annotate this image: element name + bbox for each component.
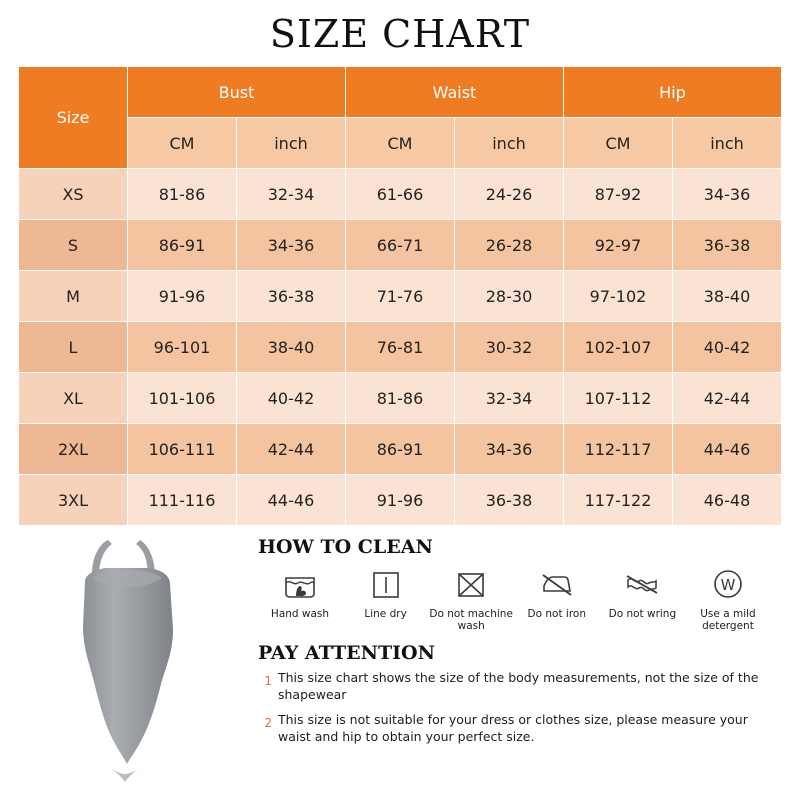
note-number: 1 — [264, 674, 272, 689]
cell-hip-inch: 44-46 — [673, 424, 782, 475]
care-item — [515, 564, 599, 620]
cell-hip-cm: 87-92 — [564, 169, 673, 220]
row-size-label: 2XL — [19, 424, 128, 475]
cell-bust-inch: 36-38 — [237, 271, 346, 322]
cell-bust-inch: 38-40 — [237, 322, 346, 373]
cell-hip-inch: 40-42 — [673, 322, 782, 373]
attention-note — [258, 670, 763, 704]
care-item — [429, 564, 513, 632]
page-title: SIZE CHART — [269, 12, 531, 56]
size-chart-table — [18, 66, 782, 526]
cell-bust-cm: 111-116 — [128, 475, 237, 526]
cell-bust-inch: 44-46 — [237, 475, 346, 526]
cell-hip-inch: 38-40 — [673, 271, 782, 322]
cell-waist-cm: 81-86 — [346, 373, 455, 424]
cell-bust-cm: 101-106 — [128, 373, 237, 424]
cell-waist-inch: 24-26 — [455, 169, 564, 220]
care-item — [686, 564, 770, 632]
care-label: Do not machine wash — [429, 608, 513, 633]
table-row — [19, 424, 782, 475]
row-size-label: XL — [19, 373, 128, 424]
table-row — [19, 220, 782, 271]
table-row — [19, 322, 782, 373]
row-size-label: 3XL — [19, 475, 128, 526]
no-iron-icon — [537, 564, 577, 604]
cell-waist-cm: 86-91 — [346, 424, 455, 475]
cell-waist-cm: 71-76 — [346, 271, 455, 322]
cell-waist-cm: 91-96 — [346, 475, 455, 526]
header-size: Size — [19, 67, 128, 169]
cell-waist-inch: 28-30 — [455, 271, 564, 322]
cell-waist-inch: 30-32 — [455, 322, 564, 373]
table-header-unit-row — [19, 118, 782, 169]
care-label: Hand wash — [270, 608, 330, 620]
row-size-label: L — [19, 322, 128, 373]
care-label: Use a mild detergent — [700, 608, 756, 633]
cell-waist-inch: 26-28 — [455, 220, 564, 271]
table-row — [19, 475, 782, 526]
cell-bust-cm: 81-86 — [128, 169, 237, 220]
care-label: Line dry — [364, 608, 407, 620]
care-icon-row — [258, 564, 770, 632]
row-size-label: S — [19, 220, 128, 271]
cell-waist-cm: 66-71 — [346, 220, 455, 271]
cell-hip-cm: 107-112 — [564, 373, 673, 424]
product-image — [30, 534, 230, 784]
header-unit-hip-inch: inch — [673, 118, 782, 169]
care-and-notes — [258, 534, 778, 754]
cell-bust-cm: 106-111 — [128, 424, 237, 475]
header-group-hip: Hip — [564, 67, 782, 118]
lower-section — [0, 534, 800, 784]
table-row — [19, 373, 782, 424]
cell-bust-cm: 96-101 — [128, 322, 237, 373]
cell-bust-inch: 32-34 — [237, 169, 346, 220]
cell-waist-inch: 32-34 — [455, 373, 564, 424]
row-size-label: M — [19, 271, 128, 322]
size-chart-page — [0, 12, 800, 812]
header-group-waist: Waist — [346, 67, 564, 118]
cell-hip-cm: 112-117 — [564, 424, 673, 475]
svg-text:W: W — [720, 576, 736, 594]
header-unit-bust-cm: CM — [128, 118, 237, 169]
cell-waist-cm: 76-81 — [346, 322, 455, 373]
care-item — [258, 564, 342, 620]
no-machine-wash-icon — [451, 564, 491, 604]
cell-waist-inch: 36-38 — [455, 475, 564, 526]
cell-hip-cm: 92-97 — [564, 220, 673, 271]
care-label: Do not wring — [608, 608, 677, 620]
line-dry-icon — [366, 564, 406, 604]
care-label: Do not iron — [527, 608, 587, 620]
cell-hip-cm: 97-102 — [564, 271, 673, 322]
care-item — [344, 564, 428, 620]
cell-bust-inch: 34-36 — [237, 220, 346, 271]
table-header-group-row — [19, 67, 782, 118]
cell-hip-inch: 46-48 — [673, 475, 782, 526]
header-group-bust: Bust — [128, 67, 346, 118]
care-item — [600, 564, 684, 620]
pay-attention-heading: PAY ATTENTION — [258, 642, 435, 665]
cell-waist-cm: 61-66 — [346, 169, 455, 220]
table-row — [19, 271, 782, 322]
table-row — [19, 169, 782, 220]
note-text: This size is not suitable for your dress or clothes size, please measure your waist and hip to obtain your perfect size. — [278, 711, 748, 744]
how-to-clean-heading: HOW TO CLEAN — [258, 536, 433, 558]
cell-hip-inch: 42-44 — [673, 373, 782, 424]
note-number: 2 — [264, 715, 272, 730]
header-unit-waist-inch: inch — [455, 118, 564, 169]
cell-hip-cm: 117-122 — [564, 475, 673, 526]
cell-waist-inch: 34-36 — [455, 424, 564, 475]
mild-detergent-icon — [708, 564, 748, 604]
header-unit-bust-inch: inch — [237, 118, 346, 169]
row-size-label: XS — [19, 169, 128, 220]
cell-hip-inch: 36-38 — [673, 220, 782, 271]
cell-bust-cm: 91-96 — [128, 271, 237, 322]
no-wring-icon — [622, 564, 662, 604]
cell-bust-cm: 86-91 — [128, 220, 237, 271]
cell-hip-inch: 34-36 — [673, 169, 782, 220]
cell-bust-inch: 42-44 — [237, 424, 346, 475]
header-unit-hip-cm: CM — [564, 118, 673, 169]
note-text: This size chart shows the size of the body measurements, not the size of the shapewear — [278, 670, 759, 702]
header-unit-waist-cm: CM — [346, 118, 455, 169]
attention-note — [258, 712, 763, 746]
cell-bust-inch: 40-42 — [237, 373, 346, 424]
hand-wash-icon — [280, 564, 320, 604]
cell-hip-cm: 102-107 — [564, 322, 673, 373]
